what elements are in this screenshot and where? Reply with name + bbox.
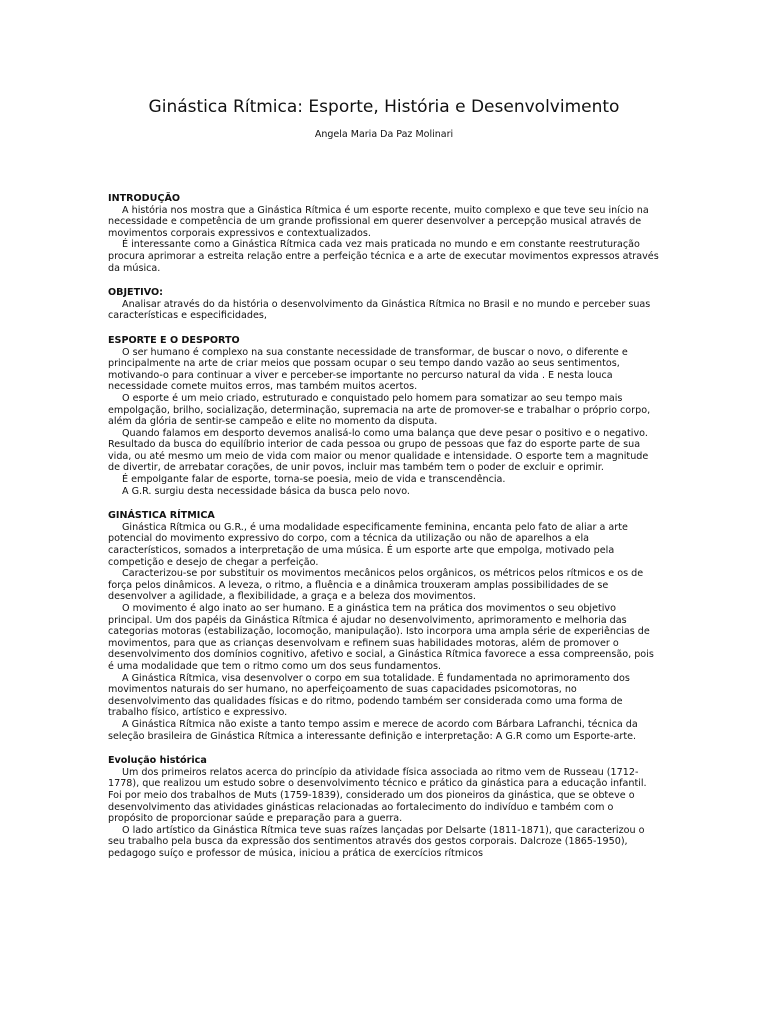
paragraph: O movimento é algo inato ao ser humano. E a ginástica tem na prática dos movimentos o seu objetivo principal. Um dos papéis da Ginástica Rítmica é ajudar no desenvolvimento, aprimoramento e melhoria das categorias motoras (estabilização, locomoção, manipulação). Isto incorpora uma ampla série de experiências de movimentos, para que as crianças desenvolvam e refinem suas habilidades motoras, além de promover o desenvolvimento dos domínios cognitivo, afetivo e social, a Ginástica Rítmica favorece a essa compreensão, pois é uma modalidade que tem o ritmo como um dos seus fundamentos. [108,603,654,672]
document-title: Ginástica Rítmica: Esporte, História e Desenvolvimento [148,97,620,118]
section-esporte-desporto [108,335,660,497]
section-objetivo [108,287,660,322]
section-heading: GINÁSTICA RÍTMICA [108,510,215,522]
section-introducao [108,193,660,274]
section-heading: INTRODUÇÃO [108,193,181,204]
paragraph: A G.R. surgiu desta necessidade básica da busca pelo novo. [122,485,410,497]
paragraph: É interessante como a Ginástica Rítmica cada vez mais praticada no mundo e em constante reestruturação procura aprimorar a estreita relação entre a perfeição técnica e a arte de executar movimentos expressos através da música. [108,239,659,274]
paragraph: Um dos primeiros relatos acerca do princípio da atividade física associada ao ritmo vem de Russeau (1712-1778), que realizou um estudo sobre o desenvolvimento técnico e prático da ginástica para a educação infantil. Foi por meio dos trabalhos de Muts (1759-1839), considerado um dos pioneiros da ginástica, que se obteve o desenvolvimento das atividades ginásticas relacionadas ao fortalecimento do indivíduo e também com o propósito de proporcionar saúde e preparação para a guerra. [108,766,647,825]
section-evolucao-historica [108,755,660,859]
section-heading: ESPORTE E O DESPORTO [108,334,240,346]
paragraph: Caracterizou-se por substituir os movimentos mecânicos pelos orgânicos, os métricos pelos rítmicos e os de força pelos dinâmicos. A leveza, o ritmo, a fluência e a dinâmica trouxeram amplas possibilidades de se desenvolver a agilidade, a flexibilidade, a graça e a beleza dos movimentos. [108,568,644,603]
document-body [108,193,660,872]
paragraph: Quando falamos em desporto devemos analisá-lo como uma balança que deve pesar o positivo e o negativo. Resultado da busca do equilíbrio interior de cada pessoa ou grupo de pessoas que faz do esporte parte de sua vida, ou até mesmo um meio de vida com maior ou menor qualidade e intensidade. O esporte tem a magnitude de divertir, de arrebatar corações, de unir povos, incluir mas também tem o poder de excluir e oprimir. [108,427,649,474]
paragraph: Ginástica Rítmica ou G.R., é uma modalidade especificamente feminina, encanta pelo fato de aliar a arte potencial do movimento expressivo do corpo, com a técnica da utilização ou não de aparelhos a ela característicos, somados a interpretação de uma música. É um esporte arte que empolga, motivado pela competição e desejo de chegar a perfeição. [108,521,628,568]
paragraph: O esporte é um meio criado, estruturado e conquistado pelo homem para somatizar ao seu tempo mais empolgação, brilho, socialização, determinação, supremacia na arte de promover-se e trabalhar o próprio corpo, além da glória de sentir-se campeão e elite no momento da disputa. [108,392,651,428]
section-heading: Evolução histórica [108,755,207,767]
paragraph: A Ginástica Rítmica não existe a tanto tempo assim e merece de acordo com Bárbara Lafranchi, técnica da seleção brasileira de Ginástica Rítmica a interessante definição e interpretação: A G.R como um Esporte-arte. [108,718,638,742]
paragraph: O ser humano é complexo na sua constante necessidade de transformar, de buscar o novo, o diferente e principalmente na arte de criar meios que possam ocupar o seu tempo dando vazão ao seus sentimentos, motivando-o para continuar a viver e perceber-se importante no percurso natural da vida . E nesta louca necessidade comete muitos erros, mas também muitos acertos. [108,346,628,393]
section-ginastica-ritmica [108,510,660,742]
paragraph: Analisar através do da história o desenvolvimento da Ginástica Rítmica no Brasil e no mundo e perceber suas características e especificidades, [108,298,651,322]
section-heading: OBJETIVO: [108,287,163,299]
document-author: Angela Maria Da Paz Molinari [314,129,454,140]
paragraph: A história nos mostra que a Ginástica Rítmica é um esporte recente, muito complexo e que teve seu início na necessidade e competência de um grande profissional em querer desenvolver a percepção musical através de movimentos corporais expressivos e contextualizados. [108,204,649,239]
paragraph: A Ginástica Rítmica, visa desenvolver o corpo em sua totalidade. É fundamentada no aprimoramento dos movimentos naturais do ser humano, no aperfeiçoamento de suas capacidades psicomotoras, no desenvolvimento das qualidades físicas e do ritmo, podendo também ser considerada como uma forma de trabalho físico, artístico e expressivo. [108,672,630,719]
paragraph: É empolgante falar de esporte, torna-se poesia, meio de vida e transcendência. [122,474,506,486]
paragraph: O lado artístico da Ginástica Rítmica teve suas raízes lançadas por Delsarte (1811-1871), que caracterizou o seu trabalho pela busca da expressão dos sentimentos através dos gestos corporais. Dalcroze (1865-1950), pedagogo suíço e professor de música, iniciou a prática de exercícios rítmicos [108,824,645,859]
